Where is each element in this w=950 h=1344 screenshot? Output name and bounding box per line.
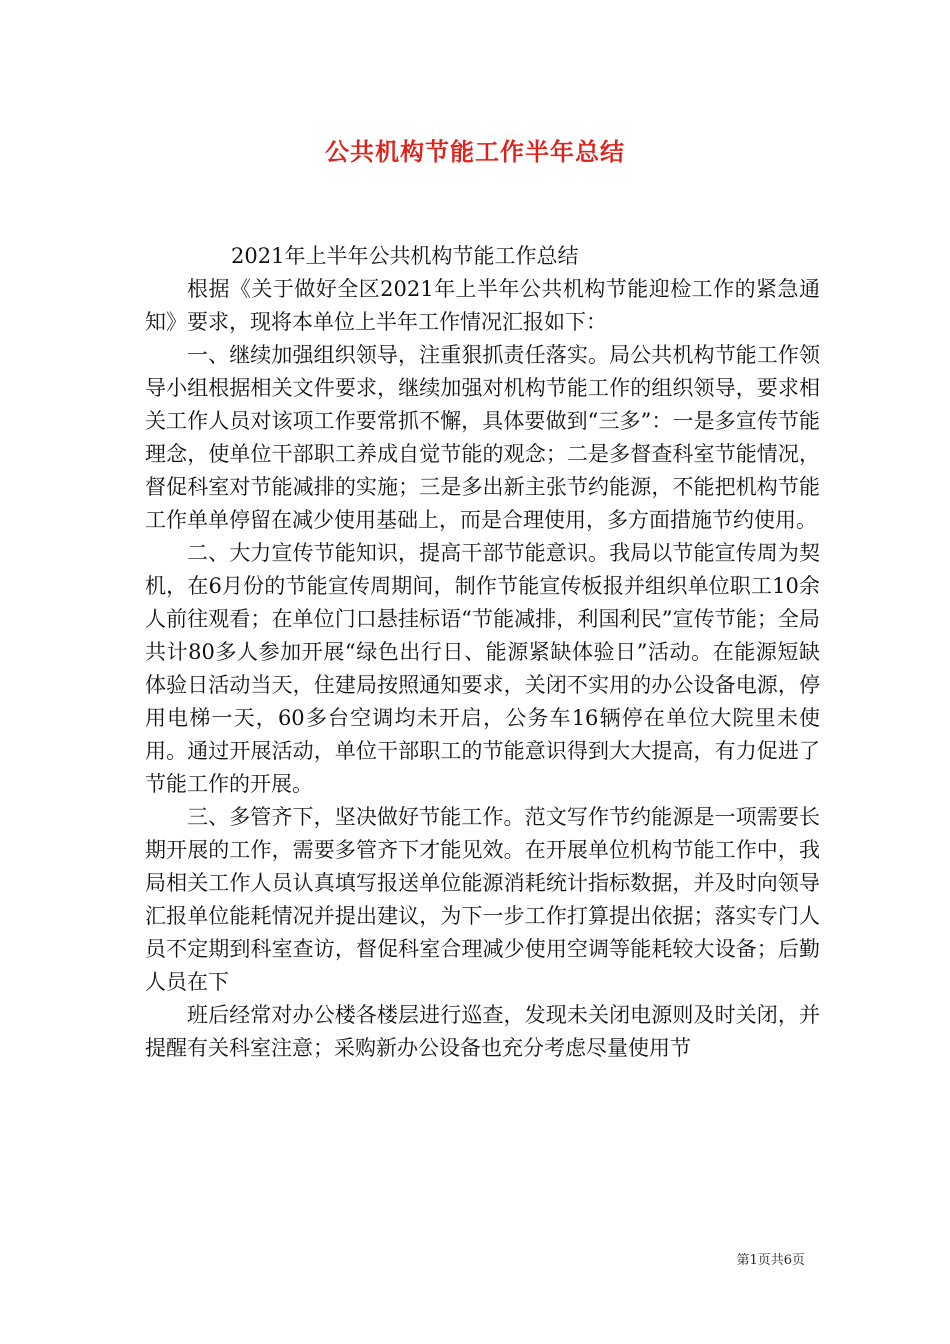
paragraph-section-three: 三、多管齐下，坚决做好节能工作。范文写作节约能源是一项需要长期开展的工作，需要多管齐下才能见效。在开展单位机构节能工作中，我局相关工作人员认真填写报送单位能源消耗统计指标数据，并及时向领导汇报单位能耗情况并提出建议，为下一步工作打算提出依据；落实专门人员不定期到科室查访，督促科室合理减少使用空调等能耗较大设备；后勤人员在下 — [145, 805, 820, 994]
paragraph-section-one: 一、继续加强组织领导，注重狠抓责任落实。局公共机构节能工作领导小组根据相关文件要求，继续加强对机构节能工作的组织领导，要求相关工作人员对该项工作要常抓不懈，具体要做到“三多”：一是多宣传节能理念，使单位干部职工养成自觉节能的观念；二是多督查科室节能情况，督促科室对节能减排的实施；三是多出新主张节约能源，不能把机构节能工作单单停留在减少使用基础上，而是合理使用，多方面措施节约使用。 — [145, 343, 820, 532]
paragraph-intro: 根据《关于做好全区2021年上半年公共机构节能迎检工作的紧急通知》要求，现将本单位上半年工作情况汇报如下： — [145, 277, 820, 334]
page-number: 第1页共6页 — [736, 1253, 805, 1268]
document-body — [145, 240, 820, 1065]
document-subtitle: 2021年上半年公共机构节能工作总结 — [231, 244, 579, 268]
document-title: 公共机构节能工作半年总结 — [325, 137, 625, 166]
paragraph-continued: 班后经常对办公楼各楼层进行巡查，发现未关闭电源则及时关闭，并提醒有关科室注意；采购新办公设备也充分考虑尽量使用节 — [145, 1003, 820, 1060]
paragraph-section-two: 二、大力宣传节能知识，提高干部节能意识。我局以节能宣传周为契机，在6月份的节能宣传周期间，制作节能宣传板报并组织单位职工10余人前往观看；在单位门口悬挂标语“节能减排，利国利民”宣传节能；全局共计80多人参加开展“绿色出行日、能源紧缺体验日”活动。在能源短缺体验日活动当天，住建局按照通知要求，关闭不实用的办公设备电源，停用电梯一天，60多台空调均未开启，公务车16辆停在单位大院里未使用。通过开展活动，单位干部职工的节能意识得到大大提高，有力促进了节能工作的开展。 — [145, 541, 820, 796]
